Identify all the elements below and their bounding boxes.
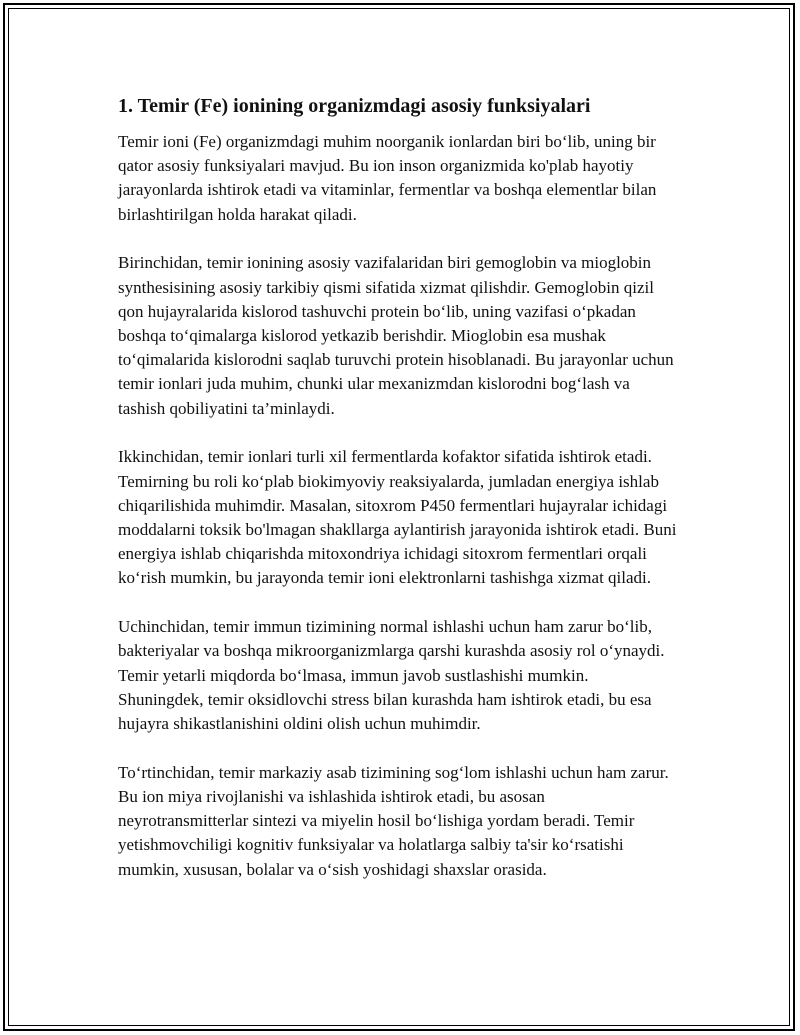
paragraph-second-function: Ikkinchidan, temir ionlari turli xil fermentlarda kofaktor sifatida ishtirok etadi. Temirning bu roli ko‘plab biokimyoviy reaksiyalarda, jumladan energiya ishlab chiqarilishida muhimdir. Masalan, sitoxrom P450 fermentlari hujayralar ichidagi moddalarni toksik bo'lmagan shakllarga aylantirish jarayonida ishtirok etadi. Buni energiya ishlab chiqarishda mitoxondriya ichidagi sitoxrom fermentlari orqali ko‘rish mumkin, bu jarayonda temir ioni elektronlarni tashishga xizmat qiladi.: [118, 447, 677, 588]
paragraph-first-function: Birinchidan, temir ionining asosiy vazifalaridan biri gemoglobin va mioglobin synthesisining asosiy tarkibiy qismi sifatida xizmat qilishdir. Gemoglobin qizil qon hujayralarida kislorod tashuvchi protein bo‘lib, uning vazifasi o‘pkadan boshqa to‘qimalarga kislorod yetkazib berishdir. Mioglobin esa mushak to‘qimalarida kislorodni saqlab turuvchi protein hisoblanadi. Bu jarayonlar uchun temir ionlari juda muhim, chunki ular mexanizmdan kislorodni bog‘lash va tashish qobiliyatini ta’minlaydi.: [118, 253, 674, 418]
paragraph-intro: Temir ioni (Fe) organizmdagi muhim noorganik ionlardan biri bo‘lib, uning bir qator asosiy funksiyalari mavjud. Bu ion inson organizmida ko'plab hayotiy jarayonlarda ishtirok etadi va vitaminlar, fermentlar va boshqa elementlar bilan birlashtirilgan holda harakat qiladi.: [118, 132, 657, 224]
document-body: [118, 92, 678, 906]
section-heading: 1. Temir (Fe) ionining organizmdagi asosiy funksiyalari: [118, 95, 591, 117]
paragraph-fourth-function: To‘rtinchidan, temir markaziy asab tizimining sog‘lom ishlashi uchun ham zarur. Bu ion miya rivojlanishi va ishlashida ishtirok etadi, bu asosan neyrotransmitterlar sintezi va miyelin hosil bo‘lishiga yordam beradi. Temir yetishmovchiligi kognitiv funksiyalar va holatlarga salbiy ta'sir ko‘rsatishi mumkin, xususan, bolalar va o‘sish yoshidagi shaxslar orasida.: [118, 762, 669, 879]
paragraph-third-function: Uchinchidan, temir immun tizimining normal ishlashi uchun ham zarur bo‘lib, bakteriyalar va boshqa mikroorganizmlarga qarshi kurashda asosiy rol o‘ynaydi. Temir yetarli miqdorda bo‘lmasa, immun javob sustlashishi mumkin. Shuningdek, temir oksidlovchi stress bilan kurashda ham ishtirok etadi, bu esa hujayra shikastlanishini oldini olish uchun muhimdir.: [118, 617, 665, 734]
